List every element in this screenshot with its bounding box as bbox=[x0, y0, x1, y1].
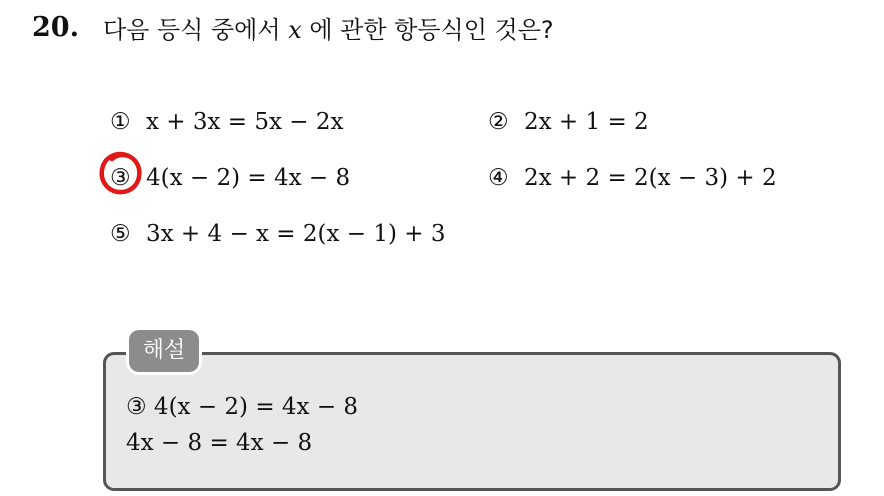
choice-3-number: ③ bbox=[110, 165, 131, 191]
choice-4-expression: 2x + 2 = 2(x − 3) + 2 bbox=[524, 165, 777, 191]
choice-1[interactable] bbox=[110, 106, 343, 138]
question-text bbox=[103, 12, 554, 48]
choice-2-number: ② bbox=[488, 109, 509, 135]
choice-3-expression: 4(x − 2) = 4x − 8 bbox=[146, 165, 351, 191]
question-variable: x bbox=[288, 16, 302, 44]
choice-5-expression: 3x + 4 − x = 2(x − 1) + 3 bbox=[146, 221, 446, 247]
choice-1-expression: x + 3x = 5x − 2x bbox=[146, 109, 344, 135]
choice-4-number: ④ bbox=[488, 165, 509, 191]
choice-2-expression: 2x + 1 = 2 bbox=[524, 109, 649, 135]
solution-line-2: 4x − 8 = 4x − 8 bbox=[126, 430, 313, 456]
question-number: 20. bbox=[32, 12, 79, 43]
choice-5-number: ⑤ bbox=[110, 221, 131, 247]
choice-4[interactable] bbox=[488, 162, 777, 194]
solution-line-1: ③ 4(x − 2) = 4x − 8 bbox=[126, 394, 359, 420]
choice-1-number: ① bbox=[110, 109, 131, 135]
question-text-after: 에 관한 항등식인 것은? bbox=[301, 16, 554, 44]
choice-5[interactable] bbox=[110, 218, 446, 250]
solution-tab: 해설 bbox=[129, 330, 199, 372]
choice-2[interactable] bbox=[488, 106, 649, 138]
question-text-before: 다음 등식 중에서 bbox=[103, 16, 289, 44]
choice-3[interactable] bbox=[110, 162, 350, 194]
